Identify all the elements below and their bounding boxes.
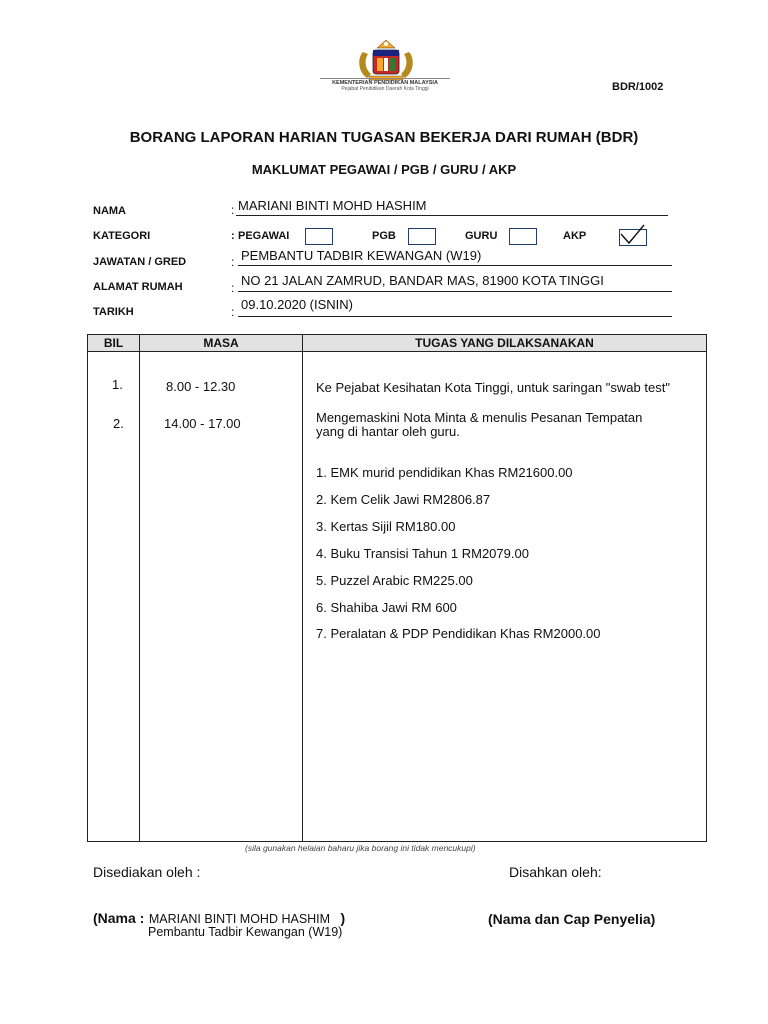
tarikh-colon: : — [231, 305, 235, 319]
column-divider — [139, 335, 140, 841]
tarikh-underline — [238, 316, 672, 317]
continuation-note: (sila gunakan helaian baharu jika borang ini tidak mencukupi) — [245, 843, 476, 853]
option-pegawai-label: PEGAWAI — [238, 230, 290, 242]
disahkan-label: Disahkan oleh: — [509, 864, 602, 880]
row1-tugas: Ke Pejabat Kesihatan Kota Tinggi, untuk saringan "swab test" — [316, 380, 670, 395]
office-name: Pejabat Pendidikan Daerah Kota Tinggi — [341, 86, 429, 92]
option-akp-label: AKP — [563, 230, 587, 242]
alamat-underline — [238, 291, 672, 292]
tarikh-label: TARIKH — [93, 306, 134, 318]
nama-value: MARIANI BINTI MOHD HASHIM — [238, 198, 427, 213]
jawatan-underline — [238, 265, 672, 266]
header-tugas: TUGAS YANG DILAKSANAKAN — [415, 336, 594, 350]
tarikh-value: 09.10.2020 (ISNIN) — [241, 297, 354, 312]
signatory-name: MARIANI BINTI MOHD HASHIM — [148, 912, 331, 926]
nama-prefix: (Nama : — [93, 910, 145, 926]
form-subtitle: MAKLUMAT PEGAWAI / PGB / GURU / AKP — [251, 162, 517, 177]
list-item: 5. Puzzel Arabic RM225.00 — [316, 573, 473, 588]
header-masa: MASA — [203, 336, 239, 350]
jawatan-colon: : — [231, 255, 235, 269]
row2-bil: 2. — [113, 416, 124, 431]
list-item: 7. Peralatan & PDP Pendidikan Khas RM2000.00 — [316, 626, 601, 641]
row1-masa: 8.00 - 12.30 — [166, 379, 236, 394]
form-code: BDR/1002 — [612, 81, 664, 93]
list-item: 6. Shahiba Jawi RM 600 — [316, 600, 457, 615]
option-pgb-checkbox[interactable] — [408, 228, 436, 245]
jawatan-label: JAWATAN / GRED — [93, 256, 187, 268]
header-bil: BIL — [103, 336, 124, 350]
alamat-value: NO 21 JALAN ZAMRUD, BANDAR MAS, 81900 KOTA TINGGI — [241, 273, 604, 288]
disediakan-label: Disediakan oleh : — [93, 864, 201, 880]
option-guru-checkbox[interactable] — [509, 228, 537, 245]
row2-masa: 14.00 - 17.00 — [164, 416, 241, 431]
jawatan-value: PEMBANTU TADBIR KEWANGAN (W19) — [241, 248, 482, 263]
kategori-label: KATEGORI — [93, 230, 151, 242]
list-item: 4. Buku Transisi Tahun 1 RM2079.00 — [316, 546, 529, 561]
alamat-label: ALAMAT RUMAH — [93, 281, 183, 293]
option-pgb-label: PGB — [372, 230, 396, 242]
row1-bil: 1. — [112, 377, 123, 392]
nama-colon: : — [231, 203, 235, 217]
row2-tugas: Mengemaskini Nota Minta & menulis Pesanan Tempatan yang di hantar oleh guru. — [316, 410, 643, 439]
option-guru-label: GURU — [465, 230, 498, 242]
nama-suffix: ) — [340, 910, 346, 926]
checkmark-icon — [618, 224, 648, 246]
task-table — [87, 334, 707, 842]
list-item: 3. Kertas Sijil RM180.00 — [316, 519, 456, 534]
alamat-colon: : — [231, 281, 235, 295]
list-item: 2. Kem Celik Jawi RM2806.87 — [316, 492, 491, 507]
option-pegawai-checkbox[interactable] — [305, 228, 333, 245]
signatory-position: Pembantu Tadbir Kewangan (W19) — [148, 925, 343, 939]
list-item: 1. EMK murid pendidikan Khas RM21600.00 — [316, 465, 573, 480]
supervisor-label: (Nama dan Cap Penyelia) — [488, 911, 656, 927]
column-divider — [302, 335, 303, 841]
nama-label: NAMA — [93, 205, 126, 217]
form-title: BORANG LAPORAN HARIAN TUGASAN BEKERJA DARI RUMAH (BDR) — [129, 129, 639, 146]
option-akp-checkbox[interactable] — [619, 229, 647, 246]
nama-underline — [236, 215, 668, 216]
kategori-colon: : — [231, 230, 235, 242]
ministry-name: KEMENTERIAN PENDIDIKAN MALAYSIA — [320, 78, 450, 86]
